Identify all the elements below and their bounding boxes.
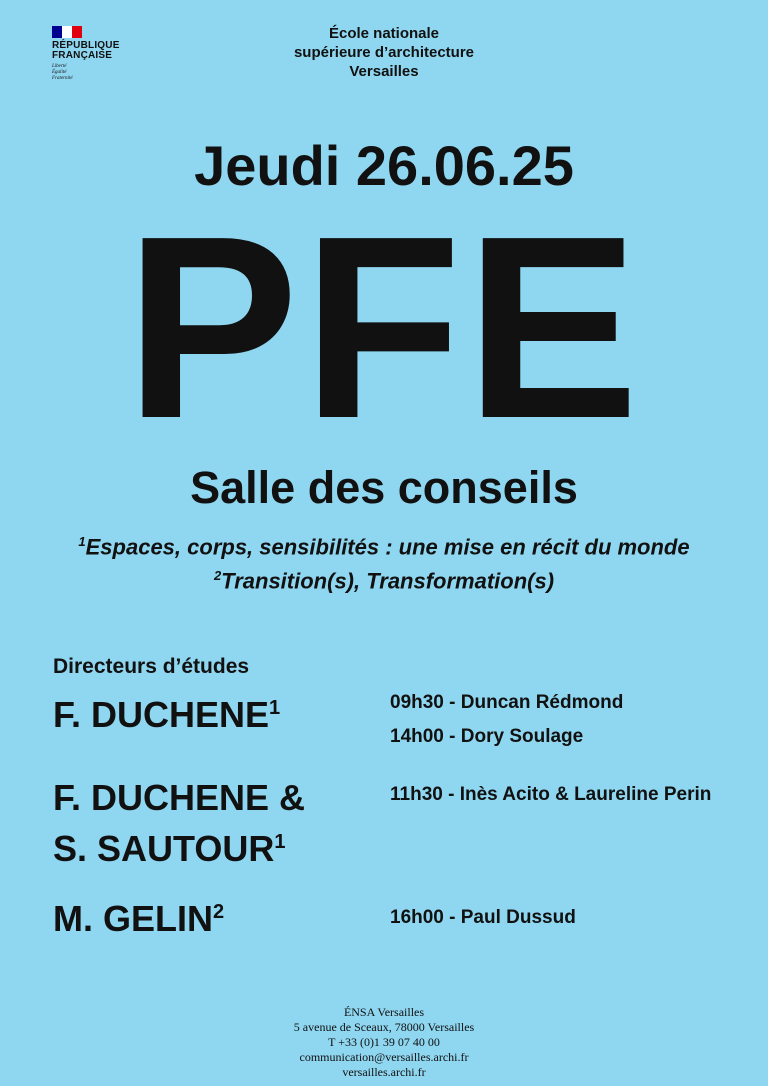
rf-line-2: FRANÇAISE xyxy=(52,50,113,61)
footer-address: 5 avenue de Sceaux, 78000 Versailles xyxy=(293,1020,475,1034)
director-1-marker: 1 xyxy=(269,697,281,719)
event-location: Salle des conseils xyxy=(190,462,578,513)
theme-2 xyxy=(0,562,768,595)
director-2-marker: 1 xyxy=(274,831,286,853)
director-2-line-1: F. DUCHENE & xyxy=(53,777,306,818)
theme-1 xyxy=(0,528,768,561)
theme-2-marker: 2 xyxy=(213,568,222,583)
school-line-2: supérieure d’architecture xyxy=(293,44,475,61)
rf-motto-2: Égalité xyxy=(52,70,67,75)
footer-contact xyxy=(0,1005,768,1080)
theme-1-marker: 1 xyxy=(78,534,86,549)
director-2-line-2 xyxy=(53,820,286,871)
slot-1: 09h30 - Duncan Rédmond xyxy=(390,692,624,713)
director-3-name: M. GELIN xyxy=(53,898,213,939)
director-1 xyxy=(53,686,280,737)
slot-2: 14h00 - Dory Soulage xyxy=(390,726,584,747)
event-date: Jeudi 26.06.25 xyxy=(194,134,574,197)
theme-1-text: Espaces, corps, sensibilités : une mise en récit du monde xyxy=(85,534,690,560)
footer-website: versailles.archi.fr xyxy=(342,1065,426,1079)
director-3 xyxy=(53,890,224,941)
director-1-name: F. DUCHENE xyxy=(53,694,270,735)
slot-4: 16h00 - Paul Dussud xyxy=(390,907,576,928)
rf-motto-3: Fraternité xyxy=(52,76,73,81)
school-line-1: École nationale xyxy=(328,25,440,42)
slot-3: 11h30 - Inès Acito & Laureline Perin xyxy=(390,784,712,805)
director-3-marker: 2 xyxy=(213,901,225,923)
footer-email: communication@versailles.archi.fr xyxy=(299,1050,469,1064)
rf-line-1: RÉPUBLIQUE xyxy=(52,40,120,51)
footer-school: ÉNSA Versailles xyxy=(343,1005,425,1019)
footer-phone: T +33 (0)1 39 07 40 00 xyxy=(328,1035,440,1049)
school-name xyxy=(0,24,768,81)
event-title: PFE xyxy=(125,183,643,473)
theme-2-text: Transition(s), Transformation(s) xyxy=(221,568,555,594)
director-2-name: S. SAUTOUR xyxy=(53,828,275,869)
rf-motto-1: Liberté xyxy=(52,64,67,69)
directors-label: Directeurs d’études xyxy=(53,655,250,678)
school-line-3: Versailles xyxy=(349,63,419,80)
